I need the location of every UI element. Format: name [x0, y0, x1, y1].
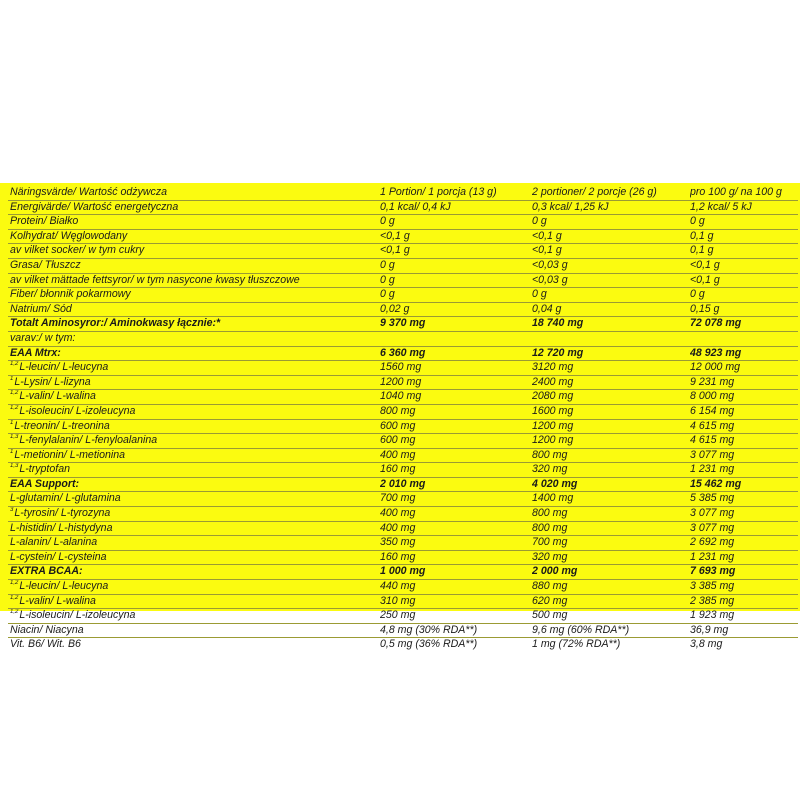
table-row	[8, 507, 798, 522]
footnote-marker: 1,3	[10, 463, 19, 470]
row-label-text: L-metionin/ L-metionina	[14, 448, 126, 461]
value-portion-1	[380, 332, 532, 346]
value-portion-2: 0,04 g	[532, 302, 562, 315]
table-row	[8, 638, 798, 653]
value-portion-2: <0,03 g	[532, 258, 568, 271]
row-label-text: Energivärde/ Wartość energetyczna	[10, 200, 179, 213]
value-portion-1: 160 mg	[380, 550, 416, 563]
value-per-100g: 12 000 mg	[690, 361, 741, 374]
row-label-text: L-fenylalanin/ L-fenyloalanina	[19, 434, 158, 447]
value-portion-2: 3120 mg	[532, 361, 574, 374]
value-portion-1: 4,8 mg (30% RDA**)	[380, 623, 478, 636]
row-label	[8, 449, 380, 463]
row-label-text: L-isoleucin/ L-izoleucyna	[19, 609, 136, 622]
row-label	[8, 274, 380, 288]
value-portion-1: 0,02 g	[380, 302, 410, 315]
row-label	[8, 259, 380, 273]
value-portion-2: 1200 mg	[532, 419, 574, 432]
value-per-100g: 0 g	[690, 215, 705, 228]
value-portion-1: 0,5 mg (36% RDA**)	[380, 638, 478, 651]
footnote-marker: 1,2	[10, 404, 19, 411]
row-label	[8, 390, 380, 404]
value-portion-2: 500 mg	[532, 609, 568, 622]
value-portion-1: <0,1 g	[380, 229, 410, 242]
row-label-text: Vit. B6/ Wit. B6	[10, 638, 81, 651]
table-row	[8, 449, 798, 464]
table-row	[8, 463, 798, 478]
value-portion-1: 400 mg	[380, 448, 416, 461]
row-label-text: L-glutamin/ L-glutamina	[10, 492, 121, 505]
row-label	[8, 609, 380, 623]
row-label	[8, 215, 380, 229]
row-label	[8, 507, 380, 521]
value-per-100g: <0,1 g	[690, 258, 720, 271]
value-portion-2	[532, 332, 690, 346]
value-per-100g: 2 385 mg	[690, 594, 735, 607]
footnote-marker: 1,2	[10, 580, 19, 587]
row-label	[8, 420, 380, 434]
row-label	[8, 551, 380, 565]
row-label	[8, 565, 380, 579]
table-row	[8, 565, 798, 580]
table-row	[8, 376, 798, 391]
value-portion-2: 800 mg	[532, 521, 568, 534]
row-label-text: L-leucin/ L-leucyna	[19, 361, 109, 374]
row-label-text: Grasa/ Tłuszcz	[10, 258, 81, 271]
value-per-100g: 5 385 mg	[690, 492, 735, 505]
value-portion-2: 9,6 mg (60% RDA**)	[532, 623, 630, 636]
row-label	[8, 303, 380, 317]
value-per-100g: 15 462 mg	[690, 477, 742, 490]
value-portion-1: <0,1 g	[380, 244, 410, 257]
value-portion-1: 1 000 mg	[380, 565, 426, 578]
value-per-100g: 4 615 mg	[690, 419, 735, 432]
value-portion-2: <0,1 g	[532, 244, 562, 257]
value-per-100g: <0,1 g	[690, 273, 720, 286]
row-label-text: Totalt Aminosyror:/ Aminokwasy łącznie:*	[10, 317, 221, 330]
row-label-text: Fiber/ błonnik pokarmowy	[10, 288, 131, 301]
value-portion-1: 0 g	[380, 258, 395, 271]
value-portion-2: 0 g	[532, 288, 547, 301]
value-portion-2: 1600 mg	[532, 404, 574, 417]
row-label-text: L-valin/ L-walina	[19, 390, 96, 403]
value-portion-1: 9 370 mg	[380, 317, 426, 330]
row-label	[8, 317, 380, 331]
value-portion-1: 2 010 mg	[380, 477, 426, 490]
row-label-text: L-alanin/ L-alanina	[10, 536, 98, 549]
row-label-text: L-Lysin/ L-lizyna	[14, 375, 91, 388]
value-per-100g: 7 693 mg	[690, 565, 736, 578]
value-portion-1: 700 mg	[380, 492, 416, 505]
row-label-text: L-histidin/ L-histydyna	[10, 521, 113, 534]
value-portion-2: 320 mg	[532, 463, 568, 476]
value-portion-1: 0 g	[380, 215, 395, 228]
value-portion-2: 12 720 mg	[532, 346, 584, 359]
header-portion-1: 1 Portion/ 1 porcja (13 g)	[380, 186, 497, 198]
value-per-100g: 36,9 mg	[690, 623, 729, 636]
table-row	[8, 288, 798, 303]
value-portion-2: 1 mg (72% RDA**)	[532, 638, 621, 651]
table-row	[8, 274, 798, 289]
row-label-text: L-treonin/ L-treonina	[14, 419, 110, 432]
footnote-marker: 1,3	[10, 434, 19, 441]
table-row	[8, 347, 798, 362]
value-per-100g: 1,2 kcal/ 5 kJ	[690, 200, 752, 213]
value-portion-1: 800 mg	[380, 404, 416, 417]
table-row	[8, 361, 798, 376]
value-portion-2: 620 mg	[532, 594, 568, 607]
row-label	[8, 624, 380, 638]
value-portion-1: 160 mg	[380, 463, 416, 476]
row-label-text: varav:/ w tym:	[10, 331, 76, 344]
row-label	[8, 376, 380, 390]
row-label-text: L-valin/ L-walina	[19, 594, 96, 607]
table-row	[8, 434, 798, 449]
table-row	[8, 244, 798, 259]
row-label-text: L-cystein/ L-cysteina	[10, 550, 107, 563]
value-portion-2: 320 mg	[532, 550, 568, 563]
value-portion-1: 1040 mg	[380, 390, 422, 403]
value-per-100g: 0,1 g	[690, 244, 714, 257]
value-per-100g: 1 923 mg	[690, 609, 735, 622]
row-label	[8, 405, 380, 419]
table-row	[8, 317, 798, 332]
value-per-100g: 4 615 mg	[690, 434, 735, 447]
value-portion-2: 800 mg	[532, 507, 568, 520]
row-label	[8, 332, 380, 346]
row-label-text: EAA Support:	[10, 477, 80, 490]
table-row	[8, 609, 798, 624]
footnote-marker: 3	[10, 507, 14, 514]
row-label	[8, 347, 380, 361]
row-label-text: L-tryptofan	[19, 463, 70, 476]
value-portion-1: 440 mg	[380, 580, 416, 593]
nutrition-panel	[0, 183, 800, 651]
header-per-100g: pro 100 g/ na 100 g	[690, 186, 782, 198]
table-row	[8, 522, 798, 537]
table-row	[8, 624, 798, 639]
value-portion-1: 400 mg	[380, 521, 416, 534]
table-row	[8, 390, 798, 405]
value-per-100g: 9 231 mg	[690, 375, 735, 388]
footnote-marker: 1	[10, 419, 14, 426]
row-label	[8, 536, 380, 550]
table-row	[8, 230, 798, 245]
header-label: Näringsvärde/ Wartość odżywcza	[10, 186, 168, 198]
value-portion-2: 2080 mg	[532, 390, 574, 403]
row-label	[8, 288, 380, 302]
row-label	[8, 595, 380, 609]
footnote-marker: 1,2	[10, 594, 19, 601]
footnote-marker: 1	[10, 375, 14, 382]
value-portion-2: 1400 mg	[532, 492, 574, 505]
table-header-row	[8, 186, 798, 201]
value-per-100g: 72 078 mg	[690, 317, 742, 330]
value-portion-2: <0,1 g	[532, 229, 562, 242]
value-per-100g: 1 231 mg	[690, 550, 735, 563]
row-label	[8, 638, 380, 652]
value-per-100g: 0,15 g	[690, 302, 720, 315]
value-portion-1: 600 mg	[380, 419, 416, 432]
value-portion-2: 2 000 mg	[532, 565, 578, 578]
value-portion-1: 1200 mg	[380, 375, 422, 388]
table-row	[8, 303, 798, 318]
value-portion-1: 600 mg	[380, 434, 416, 447]
row-label	[8, 478, 380, 492]
table-row	[8, 580, 798, 595]
value-per-100g: 8 000 mg	[690, 390, 735, 403]
value-portion-2: 0 g	[532, 215, 547, 228]
table-row	[8, 478, 798, 493]
value-portion-2: 2400 mg	[532, 375, 574, 388]
row-label	[8, 361, 380, 375]
value-portion-2: 700 mg	[532, 536, 568, 549]
row-label-text: Protein/ Białko	[10, 215, 79, 228]
value-portion-1: 400 mg	[380, 507, 416, 520]
table-row	[8, 551, 798, 566]
value-per-100g: 3 077 mg	[690, 448, 735, 461]
row-label-text: Kolhydrat/ Węglowodany	[10, 229, 128, 242]
table-row	[8, 201, 798, 216]
value-per-100g: 3 385 mg	[690, 580, 735, 593]
table-row	[8, 215, 798, 230]
table-row	[8, 420, 798, 435]
footnote-marker: 1,2	[10, 609, 19, 616]
value-per-100g: 3 077 mg	[690, 507, 735, 520]
row-label	[8, 522, 380, 536]
value-portion-1: 310 mg	[380, 594, 416, 607]
value-per-100g: 0,1 g	[690, 229, 714, 242]
value-per-100g: 2 692 mg	[690, 536, 735, 549]
value-per-100g: 1 231 mg	[690, 463, 735, 476]
value-portion-2: 18 740 mg	[532, 317, 584, 330]
value-portion-1: 0,1 kcal/ 0,4 kJ	[380, 200, 451, 213]
value-portion-1: 0 g	[380, 288, 395, 301]
value-per-100g: 48 923 mg	[690, 346, 742, 359]
row-label-text: L-isoleucin/ L-izoleucyna	[19, 404, 136, 417]
value-portion-2: 880 mg	[532, 580, 568, 593]
table-row	[8, 405, 798, 420]
row-label-text: av vilket mättade fettsyror/ w tym nasycone kwasy tłuszczowe	[10, 273, 300, 286]
footnote-marker: 1,2	[10, 361, 19, 368]
header-portion-2: 2 portioner/ 2 porcje (26 g)	[532, 186, 657, 198]
value-portion-2: 4 020 mg	[532, 477, 578, 490]
row-label	[8, 201, 380, 215]
table-row	[8, 492, 798, 507]
value-portion-1: 250 mg	[380, 609, 416, 622]
value-portion-2: 800 mg	[532, 448, 568, 461]
row-label-text: Niacin/ Niacyna	[10, 623, 84, 636]
value-per-100g: 6 154 mg	[690, 404, 735, 417]
row-label	[8, 580, 380, 594]
row-label	[8, 434, 380, 448]
value-portion-2: 1200 mg	[532, 434, 574, 447]
table-row	[8, 332, 798, 347]
value-portion-2: 0,3 kcal/ 1,25 kJ	[532, 200, 609, 213]
footnote-marker: 1	[10, 448, 14, 455]
table-row	[8, 536, 798, 551]
value-per-100g	[690, 332, 798, 346]
row-label	[8, 244, 380, 258]
value-portion-1: 0 g	[380, 273, 395, 286]
value-per-100g: 3 077 mg	[690, 521, 735, 534]
value-portion-1: 350 mg	[380, 536, 416, 549]
value-per-100g: 3,8 mg	[690, 638, 723, 651]
row-label	[8, 492, 380, 506]
row-label-text: EXTRA BCAA:	[10, 565, 83, 578]
table-row	[8, 259, 798, 274]
row-label-text: av vilket socker/ w tym cukry	[10, 244, 145, 257]
row-label-text: L-tyrosin/ L-tyrozyna	[14, 507, 111, 520]
row-label-text: L-leucin/ L-leucyna	[19, 580, 109, 593]
footnote-marker: 1,2	[10, 390, 19, 397]
value-portion-1: 1560 mg	[380, 361, 422, 374]
nutrition-table	[8, 186, 798, 653]
table-row	[8, 595, 798, 610]
value-portion-2: <0,03 g	[532, 273, 568, 286]
row-label	[8, 463, 380, 477]
row-label	[8, 230, 380, 244]
value-portion-1: 6 360 mg	[380, 346, 426, 359]
row-label-text: EAA Mtrx:	[10, 346, 61, 359]
row-label-text: Natrium/ Sód	[10, 302, 72, 315]
value-per-100g: 0 g	[690, 288, 705, 301]
